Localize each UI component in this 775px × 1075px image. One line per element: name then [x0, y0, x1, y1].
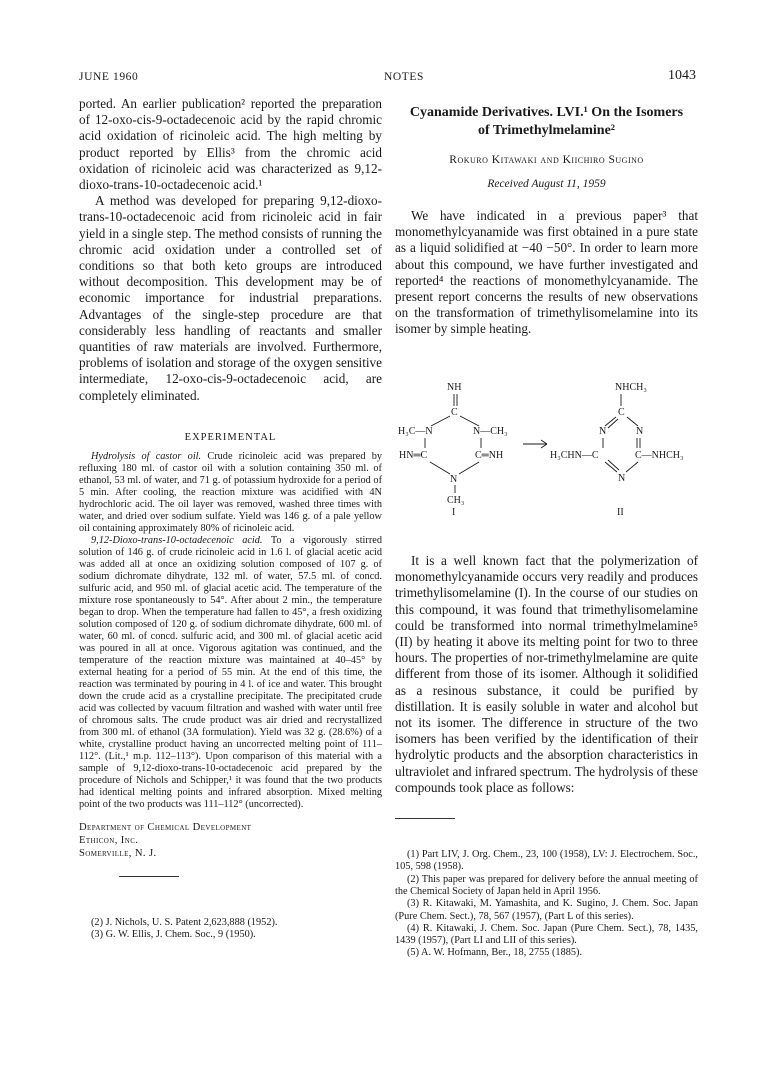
affiliation	[79, 821, 382, 860]
struct-label: H₃C—N	[398, 426, 433, 437]
footnote: (4) R. Kitawaki, J. Chem. Soc. Japan (Pure Chem. Sect.), 78, 1435, 1439 (1957), (Part LI and LII of this series).	[395, 922, 698, 947]
struct-label: N—CH₃	[473, 426, 508, 437]
article-title-line: of Trimethylmelamine²	[477, 123, 616, 138]
footnote-divider	[119, 876, 179, 877]
footnotes	[395, 849, 698, 960]
footnote: (2) This paper was prepared for delivery before the annual meeting of the Chemical Society of Japan held in April 1956.	[395, 873, 698, 897]
arrow-head	[541, 440, 547, 444]
article-title-line: Cyanamide Derivatives. LVI.¹ On the Isomers	[409, 105, 684, 120]
procedure-title: 9,12-Dioxo-trans-10-octadecenoic acid.	[91, 534, 263, 546]
struct-label: N	[599, 426, 607, 437]
struct-label: NH	[447, 382, 462, 393]
structure-number: I	[452, 507, 456, 518]
bond	[460, 416, 479, 426]
struct-label: C	[451, 407, 458, 418]
affiliation-line: Somerville, N. J.	[79, 847, 157, 859]
footnote: (2) J. Nichols, U. S. Patent 2,623,888 (1952).	[91, 916, 278, 928]
structure-i	[398, 382, 508, 518]
bond	[430, 462, 450, 474]
bond	[608, 419, 618, 428]
reaction-scheme-svg	[395, 378, 698, 518]
reaction-scheme	[395, 378, 698, 518]
right-column	[395, 96, 698, 338]
struct-label: C—NHCH₃	[635, 450, 684, 461]
experimental-paragraph	[79, 451, 382, 535]
struct-label: NHCH₃	[615, 382, 647, 393]
received-date: Received August 11, 1959	[487, 178, 606, 190]
struct-label: CH₃	[447, 495, 465, 506]
footnote: (3) G. W. Ellis, J. Chem. Soc., 9 (1950).	[91, 929, 256, 941]
running-header-section: NOTES	[384, 71, 425, 83]
struct-label: N	[450, 474, 458, 485]
affiliation-line: Ethicon, Inc.	[79, 834, 139, 846]
paragraph: ported. An earlier publication² reported the preparation of 12-oxo-cis-9-octadecenoic acid by the rapid chromic acid oxidation of ricinoleic acid. The high melting by product reported by Ellis³ from the chromic acid oxidation of ricinoleic acid was characterized as 9,12-dioxo-trans-10-octadecenoic acid.¹	[79, 96, 382, 193]
footnotes	[79, 917, 382, 941]
bond	[626, 462, 638, 472]
struct-label: C	[618, 407, 625, 418]
struct-label: N	[618, 473, 626, 484]
footnote: (3) R. Kitawaki, M. Yamashita, and K. Sugino, J. Chem. Soc. Japan (Pure Chem. Sect.), 78, 567 (1957), (Part L of this series).	[395, 898, 698, 922]
right-column-continued	[395, 553, 698, 960]
arrow-head	[541, 444, 547, 448]
paragraph: A method was developed for preparing 9,12-dioxo-trans-10-octadecenoic acid from ricinoleic acid in fair yield in a single step. The method consists of running the chromic acid oxidation under a controlled set of conditions so that both keto groups are introduced without decomposition. This development may be of economic importance for industrial preparations. Advantages of the single-step procedure are that considerably less handling of reactants and smaller quantities of raw materials are involved. Furthermore, problems of isolation and storage of the oxygen sensitive intermediate, 12-oxo-cis-9-octadecenoic acid, are completely eliminated.	[79, 193, 382, 403]
footnote: (5) A. W. Hofmann, Ber., 18, 2755 (1885).	[407, 947, 583, 959]
page-number: 1043	[668, 68, 696, 83]
running-header-date: JUNE 1960	[79, 71, 139, 83]
procedure-text: To a vigorously stirred solution of 146 g. of crude ricinoleic acid in 1.6 l. of glacial acetic acid was added all at once an oxidizing solution composed of 107 g. of sodium dichromate dihydrate, 132 ml. of water, 57.5 ml. of concd. sulfuric acid, and 950 ml. of glacial acetic acid. The temperature of the mixture rose spontaneously to 54°. After about 2 min., the temperature began to drop. When the temperature had fallen to 45°, a fresh oxidizing solution composed of 120 g. of sodium dichromate dihydrate, 600 ml. of water, 60 ml. of concd. sulfuric acid, and 300 ml. of glacial acetic acid was poured in all at once. Vigorous agitation was continued, and the temperature of the reaction mixture was maintained at 40–45° by external heating for a period of 55 min. At the end of this time, the reaction was terminated by pouring in 4 l. of ice and water. This brought down the crude acid as a crystalline precipitate. The precipitated crude acid was collected by vacuum filtration and washed with water until free of chromous salts. The crude product was air dried and recrystallized from 300 ml. of ethanol (3A formulation). Yield was 32 g. (28.6%) of a white, crystalline product having an uncorrected melting point of 111–112°. (Lit.,¹ m.p. 112–113°). Upon comparison of this material with a sample of 9,12-dioxo-trans-10-octadecenoic acid prepared by the procedure of Nichols and Schipper,¹ it was found that the two products had identical melting points and infrared absorption. Mixed melting point of the two products was 111–112° (uncorrected).	[79, 534, 382, 810]
structure-number: II	[617, 507, 624, 518]
authors: Rokuro Kitawaki and Kiichiro Sugino	[449, 154, 644, 166]
bond	[605, 417, 616, 426]
article-title	[395, 104, 698, 140]
experimental-paragraph	[79, 535, 382, 811]
structure-ii	[550, 382, 684, 518]
bond	[459, 462, 479, 474]
paragraph: We have indicated in a previous paper³ that monomethylcyanamide was first obtained in a pure state as a liquid solidified at −40 −50°. In order to learn more about this compound, we have further investigated and reported⁴ the reactions of monomethylcyanamide. The present report concerns the results of new observations on the transformation of trimethylisomelamine into its isomer by simple heating.	[395, 208, 698, 337]
procedure-title: Hydrolysis of castor oil.	[91, 450, 202, 462]
footnote: (1) Part LIV, J. Org. Chem., 23, 100 (1958), LV: J. Electrochem. Soc., 105, 598 (1958).	[395, 849, 698, 873]
procedure-text: Crude ricinoleic acid was prepared by refluxing 180 ml. of castor oil with a solution containing 350 ml. of ethanol, 53 ml. of water, and 71 g. of potassium hydroxide for a period of 5 min. After cooling, the reaction mixture was acidified with 4N hydrochloric acid. The oil layer was removed, washed three times with water, and dried over sodium sulfate. Yield was 146 g. of a pale yellow oil containing approximately 80% of ricinoleic acid.	[79, 450, 383, 534]
struct-label: C═NH	[475, 450, 504, 461]
left-column	[79, 96, 382, 941]
struct-label: HN═C	[399, 450, 428, 461]
affiliation-line: Department of Chemical Development	[79, 821, 252, 833]
section-heading: EXPERIMENTAL	[184, 431, 277, 443]
struct-label: H₃CHN—C	[550, 450, 599, 461]
bond	[627, 417, 638, 426]
bond	[431, 416, 450, 426]
struct-label: N	[636, 426, 644, 437]
paragraph: It is a well known fact that the polymerization of monomethylcyanamide occurs very readily and produces trimethylisomelamine (I). In the course of our studies on this compound, it was found that trimethylisomelamine could be transformed into normal trimethylmelamine⁵ (II) by heating it above its melting point for two to three hours. The properties of nor-trimethylmelamine are quite different from those of its isomer. Although it solidified as a resinous substance, it could be purified by distillation. It is easily soluble in water and alcohol but not its isomer. The difference in structure of the two isomers has been verified by the identification of their hydrolytic products and the absorption characteristics in ultraviolet and infrared spectrum. The hydrolysis of these compounds took place as follows:	[395, 553, 698, 795]
reaction-arrow	[523, 440, 547, 448]
footnote-divider	[395, 818, 455, 819]
